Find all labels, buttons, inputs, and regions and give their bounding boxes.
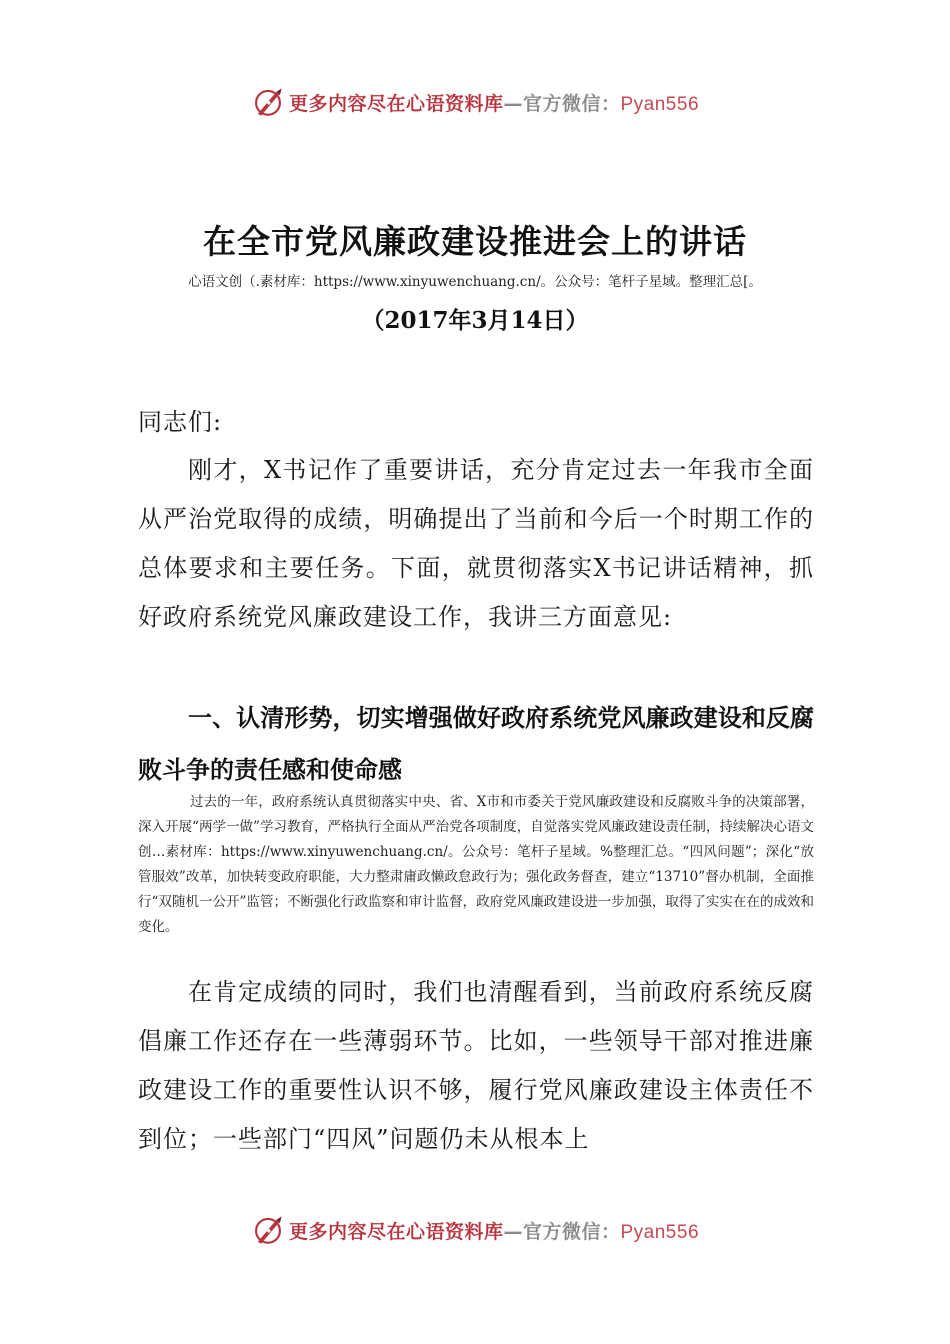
watermark-wechat-id: Pyan556 [620,1221,700,1243]
watermark-part2: 官方微信： [522,1220,621,1243]
pen-nib-logo-icon [251,1213,285,1247]
watermark-dash: — [503,1220,523,1243]
header-watermark [0,78,950,126]
document-subtitle: 心语文创（.素材库：https://www.xinyuwenchuang.cn/。公众号：笔杆子星域。整理汇总[。 [188,274,762,290]
paragraph-weaknesses: 在肯定成绩的同时，我们也清醒看到，当前政府系统反腐倡廉工作还存在一些薄弱环节。比如，一些领导干部对推进廉政建设工作的重要性认识不够，履行党风廉政建设主体责任不到位；一些部门“四风”问题仍未从根本上 [138,978,814,1153]
watermark-text [289,1217,699,1244]
watermark-dash: — [503,92,523,115]
document-title: 在全市党风廉政建设推进会上的讲话 [203,222,747,261]
greeting: 同志们: [138,408,223,436]
section-heading-1: 一、认清形势，切实增强做好政府系统党风廉政建设和反腐败斗争的责任感和使命感 [138,704,814,784]
watermark-text [289,89,699,116]
watermark-wechat-id: Pyan556 [620,93,700,115]
paragraph-achievements: 过去的一年，政府系统认真贯彻落实中央、省、X市和市委关于党风廉政建设和反腐败斗争的决策部署，深入开展“两学一做”学习教育，严格执行全面从严治党各项制度，自觉落实党风廉政建设责任制，持续解决心语文创…素材库：https://www.xinyuwenchuang.cn/。公众号：笔杆子星域。%整理汇总。“四风问题”；深化“放管服效”改革，加快转变政府职能，大力整肃庸政懒政怠政行为；强化政务督查，建立“13710”督办机制，全面推行“双随机一公开”监管；不断强化行政监察和审计监督，政府党风廉政建设进一步加强，取得了实实在在的成效和变化。 [138,794,814,935]
pen-nib-logo-icon [251,85,285,119]
watermark-part2: 官方微信： [522,92,621,115]
watermark-part1: 更多内容尽在心语资料库 [288,92,504,115]
document-date: （2017年3月14日） [361,307,589,334]
paragraph-intro: 刚才，X书记作了重要讲话，充分肯定过去一年我市全面从严治党取得的成绩，明确提出了当前和今后一个时期工作的总体要求和主要任务。下面，就贯彻落实X书记讲话精神，抓好政府系统党风廉政建设工作，我讲三方面意见: [138,456,814,631]
footer-watermark [0,1206,950,1254]
watermark-part1: 更多内容尽在心语资料库 [288,1220,504,1243]
